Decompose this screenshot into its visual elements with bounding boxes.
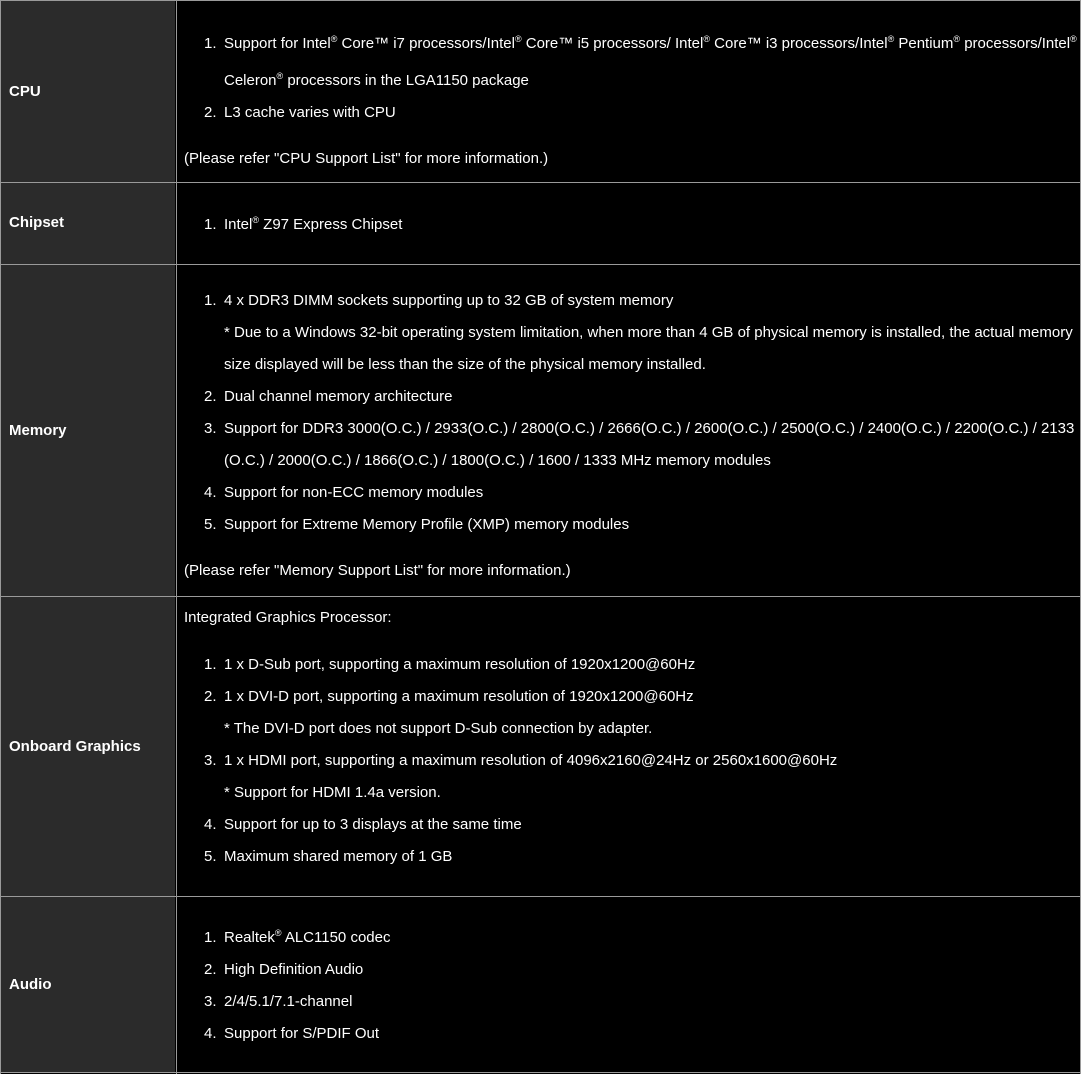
list-item-text: Support for Intel® Core™ i7 processors/Intel® Core™ i5 processors/ Intel® Core™ i3 processors/Intel® Pentium® processors/Intel® xyxy=(224,34,1077,52)
list-item-text: Dual channel memory architecture xyxy=(224,388,453,405)
list-item-text: 1 x D-Sub port, supporting a maximum resolution of 1920x1200@60Hz xyxy=(224,656,696,673)
graphics-intro: Integrated Graphics Processor: xyxy=(184,609,392,626)
spec-row-cpu xyxy=(0,1,1081,182)
list-item-continuation: size displayed will be less than the size of the physical memory installed. xyxy=(224,356,706,373)
column-divider xyxy=(176,0,177,1074)
spec-row-onboard-graphics xyxy=(0,597,1081,896)
list-item-text: Support for non-ECC memory modules xyxy=(224,484,484,501)
row-label-cell xyxy=(1,265,175,596)
list-item-text: Intel® Z97 Express Chipset xyxy=(224,215,403,233)
row-divider xyxy=(0,182,1081,183)
list-item-text: Support for S/PDIF Out xyxy=(224,1025,380,1042)
list-item-text: Support for DDR3 3000(O.C.) / 2933(O.C.) / 2800(O.C.) / 2666(O.C.) / 2600(O.C.) / 2500(O.C.) / 2400(O.C.) / 2200(O.C.) / 2133 xyxy=(224,420,1075,437)
table-border xyxy=(0,0,1081,1)
row-label-chipset: Chipset xyxy=(9,214,65,231)
list-item-text: 4 x DDR3 DIMM sockets supporting up to 32 GB of system memory xyxy=(224,292,674,309)
support-list-note: (Please refer "Memory Support List" for more information.) xyxy=(184,562,571,579)
row-divider xyxy=(0,896,1081,897)
row-content-chipset: 1. Intel® Z97 Express Chipset xyxy=(177,183,1080,264)
row-label-cell xyxy=(1,597,175,896)
support-list-note: (Please refer "CPU Support List" for more information.) xyxy=(184,150,549,167)
table-border xyxy=(0,0,1,1074)
row-label-onboard-graphics: Onboard Graphics xyxy=(9,738,141,755)
spec-row-memory xyxy=(0,265,1081,596)
list-item-note: * Support for HDMI 1.4a version. xyxy=(224,784,441,801)
row-label-audio: Audio xyxy=(9,976,52,993)
spec-row-audio xyxy=(0,897,1081,1072)
row-label-cell xyxy=(1,183,175,264)
row-label-cell xyxy=(1,897,175,1072)
list-item-text: Support for up to 3 displays at the same time xyxy=(224,816,522,833)
list-item-note: * The DVI-D port does not support D-Sub connection by adapter. xyxy=(224,720,653,737)
row-divider xyxy=(0,264,1081,265)
row-label-memory: Memory xyxy=(9,422,67,439)
row-content-memory: 1. 4 x DDR3 DIMM sockets supporting up to 32 GB of system memory * Due to a Windows 32-bit operating system limitation, when more than 4 GB of physical memory is installed, the actual memory size displayed will be less than the size of the physical memory installed. 2. Dual channel memory architecture 3. Support for DDR3 3000(O.C.) / 2933(O.C.) / 2800(O.C.) / 2666(O.C.) / 2600(O.C.) / 2500(O.C.) / 2400(O.C.) / 2200(O.C.) / 2133 (O.C.) / 2000(O.C.) / 1866(O.C.) / 1800(O.C.) / 1600 / 1333 MHz memory modules 4. Support for non-ECC memory modules 5. Support for Extreme Memory Profile (XMP) memory modules (Please refer "Memory Support List" for more information.) xyxy=(177,265,1080,596)
list-item-text: High Definition Audio xyxy=(224,961,364,978)
row-label-cell xyxy=(1,1,175,182)
row-divider xyxy=(0,596,1081,597)
list-item-text: L3 cache varies with CPU xyxy=(224,104,396,121)
row-label-cpu: CPU xyxy=(9,83,41,100)
list-item-continuation: (O.C.) / 2000(O.C.) / 1866(O.C.) / 1800(O.C.) / 1600 / 1333 MHz memory modules xyxy=(224,452,771,469)
list-item-text: Maximum shared memory of 1 GB xyxy=(224,848,453,865)
list-item-note: * Due to a Windows 32-bit operating system limitation, when more than 4 GB of physical memory is installed, the actual memory xyxy=(224,324,1073,341)
list-item-text: 1 x HDMI port, supporting a maximum resolution of 4096x2160@24Hz or 2560x1600@60Hz xyxy=(224,752,838,769)
spec-row-chipset xyxy=(0,183,1081,264)
list-item-text: 1 x DVI-D port, supporting a maximum resolution of 1920x1200@60Hz xyxy=(224,688,694,705)
table-border xyxy=(0,1072,1081,1073)
list-item-text: Realtek® ALC1150 codec xyxy=(224,928,391,946)
list-item-text: 2/4/5.1/7.1-channel xyxy=(224,993,353,1010)
row-content-audio: 1. Realtek® ALC1150 codec 2. High Definition Audio 3. 2/4/5.1/7.1-channel 4. Support for S/PDIF Out xyxy=(177,897,1080,1072)
row-content-onboard-graphics: Integrated Graphics Processor: 1. 1 x D-Sub port, supporting a maximum resolution of 1920x1200@60Hz 2. 1 x DVI-D port, supporting a maximum resolution of 1920x1200@60Hz * The DVI-D port does not support D-Sub connection by adapter. 3. 1 x HDMI port, supporting a maximum resolution of 4096x2160@24Hz or 2560x1600@60Hz * Support for HDMI 1.4a version. 4. Support for up to 3 displays at the same time 5. Maximum shared memory of 1 GB xyxy=(177,597,1080,896)
row-content-cpu: 1. Support for Intel® Core™ i7 processors/Intel® Core™ i5 processors/ Intel® Core™ i3 processors/Intel® Pentium® processors/Intel® Celeron® processors in the LGA1150 package 2. L3 cache varies with CPU (Please refer "CPU Support List" for more information.) xyxy=(177,1,1080,182)
list-item-text: Support for Extreme Memory Profile (XMP) memory modules xyxy=(224,516,630,533)
list-item-continuation: Celeron® processors in the LGA1150 package xyxy=(224,71,529,89)
